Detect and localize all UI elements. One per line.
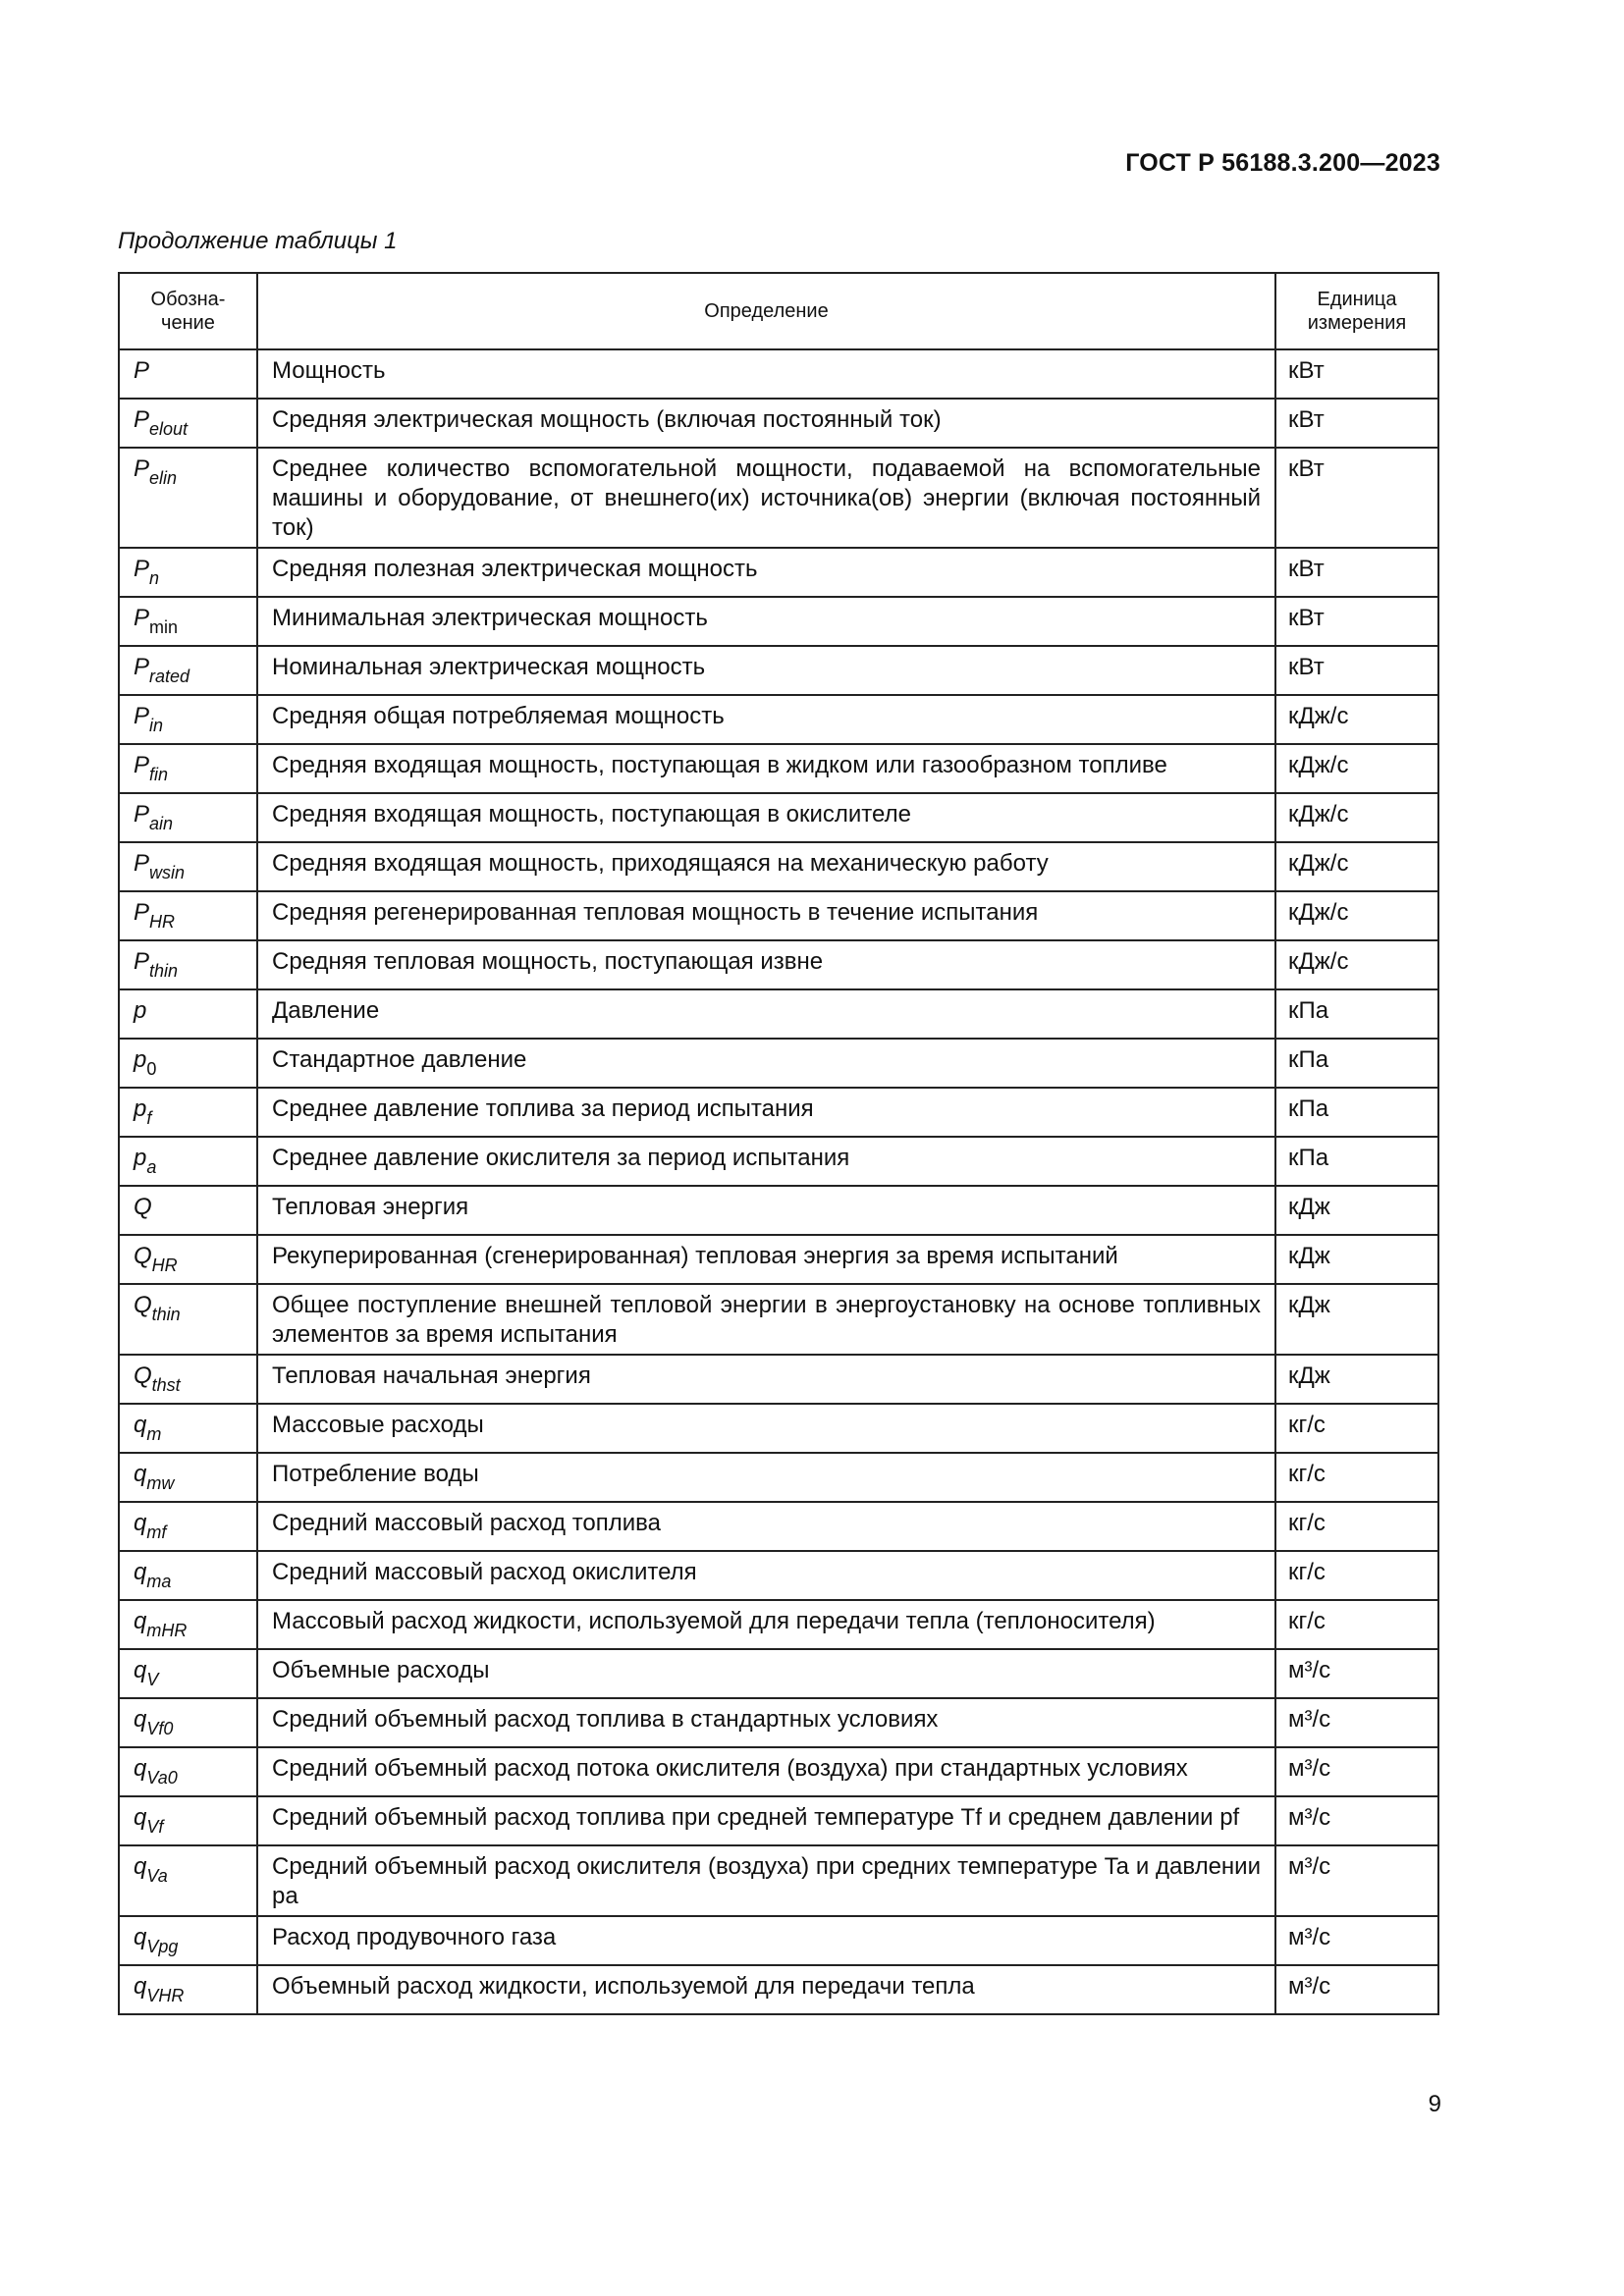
symbol-cell — [119, 891, 257, 940]
symbol-subscript: thin — [149, 961, 179, 981]
symbol-base: Q — [134, 1194, 152, 1220]
unit-cell: м³/с — [1275, 1965, 1438, 2014]
symbol-subscript: thin — [151, 1305, 181, 1324]
symbol-cell — [119, 1845, 257, 1916]
symbol-base: P — [134, 948, 150, 975]
symbol-cell — [119, 399, 257, 448]
definition-cell: Средний массовый расход окислителя — [257, 1551, 1275, 1600]
symbol-cell — [119, 1137, 257, 1186]
definition-cell: Средняя входящая мощность, приходящаяся на механическую работу — [257, 842, 1275, 891]
unit-cell: кДж/с — [1275, 793, 1438, 842]
table-row — [119, 1088, 1438, 1137]
symbol-subscript: Vf — [146, 1817, 164, 1837]
table-row — [119, 989, 1438, 1039]
symbol-base: p — [134, 1145, 147, 1171]
unit-cell: кДж — [1275, 1235, 1438, 1284]
symbol-base: Q — [134, 1292, 152, 1318]
table-row — [119, 1796, 1438, 1845]
definition-cell: Средняя входящая мощность, поступающая в жидком или газообразном топливе — [257, 744, 1275, 793]
symbol-subscript: Va — [146, 1866, 168, 1886]
definition-cell: Тепловая начальная энергия — [257, 1355, 1275, 1404]
symbol-cell — [119, 1453, 257, 1502]
unit-cell: кВт — [1275, 597, 1438, 646]
symbol-base: P — [134, 703, 150, 729]
unit-cell: кВт — [1275, 646, 1438, 695]
definition-cell: Средний массовый расход топлива — [257, 1502, 1275, 1551]
table-row — [119, 448, 1438, 548]
unit-cell: кДж — [1275, 1355, 1438, 1404]
table-row — [119, 349, 1438, 399]
column-header-unit: Единица измерения — [1275, 273, 1438, 349]
symbol-base: P — [134, 850, 150, 877]
table-row — [119, 1747, 1438, 1796]
table-row — [119, 1600, 1438, 1649]
symbol-cell — [119, 793, 257, 842]
definition-cell: Средний объемный расход потока окислителя (воздуха) при стандартных условиях — [257, 1747, 1275, 1796]
symbol-subscript: 0 — [146, 1059, 157, 1079]
unit-cell: кПа — [1275, 989, 1438, 1039]
table-row — [119, 1355, 1438, 1404]
symbol-subscript: in — [149, 716, 164, 735]
unit-cell: кДж — [1275, 1284, 1438, 1355]
symbol-cell — [119, 1502, 257, 1551]
unit-cell: кПа — [1275, 1137, 1438, 1186]
symbols-table — [118, 272, 1439, 2015]
symbol-base: Q — [134, 1243, 152, 1269]
symbol-subscript: Vpg — [146, 1937, 179, 1956]
symbol-cell — [119, 1404, 257, 1453]
table-row — [119, 1284, 1438, 1355]
symbol-cell — [119, 646, 257, 695]
definition-cell: Среднее давление окислителя за период испытания — [257, 1137, 1275, 1186]
symbol-cell — [119, 744, 257, 793]
symbol-base: q — [134, 1559, 147, 1585]
table-row — [119, 399, 1438, 448]
unit-cell: кг/с — [1275, 1551, 1438, 1600]
table-row — [119, 597, 1438, 646]
definition-cell: Массовые расходы — [257, 1404, 1275, 1453]
symbol-base: P — [134, 899, 150, 926]
definition-cell: Объемные расходы — [257, 1649, 1275, 1698]
table-row — [119, 1453, 1438, 1502]
symbol-cell — [119, 989, 257, 1039]
symbol-subscript: ma — [146, 1572, 172, 1591]
unit-cell: кДж — [1275, 1186, 1438, 1235]
symbol-cell — [119, 1355, 257, 1404]
symbol-base: P — [134, 605, 150, 631]
table-row — [119, 1502, 1438, 1551]
symbol-base: q — [134, 1706, 147, 1733]
symbol-cell — [119, 448, 257, 548]
symbol-base: P — [134, 654, 150, 680]
table-row — [119, 1137, 1438, 1186]
table-row — [119, 548, 1438, 597]
symbol-cell — [119, 548, 257, 597]
table-row — [119, 1845, 1438, 1916]
symbol-cell — [119, 1235, 257, 1284]
definition-cell: Массовый расход жидкости, используемой для передачи тепла (теплоносителя) — [257, 1600, 1275, 1649]
symbol-cell — [119, 842, 257, 891]
unit-cell: м³/с — [1275, 1796, 1438, 1845]
symbol-subscript: thst — [151, 1375, 181, 1395]
symbol-cell — [119, 349, 257, 399]
definition-cell: Стандартное давление — [257, 1039, 1275, 1088]
symbol-base: q — [134, 1657, 147, 1683]
symbol-cell — [119, 597, 257, 646]
unit-cell: кДж/с — [1275, 940, 1438, 989]
definition-cell: Расход продувочного газа — [257, 1916, 1275, 1965]
table-row — [119, 1235, 1438, 1284]
unit-cell: кДж/с — [1275, 842, 1438, 891]
column-header-symbol: Обозна- чение — [119, 273, 257, 349]
symbol-cell — [119, 1088, 257, 1137]
symbol-base: q — [134, 1461, 147, 1487]
definition-cell: Мощность — [257, 349, 1275, 399]
symbol-cell — [119, 695, 257, 744]
symbol-base: P — [134, 406, 150, 433]
table-row — [119, 891, 1438, 940]
definition-cell: Объемный расход жидкости, используемой для передачи тепла — [257, 1965, 1275, 2014]
symbol-subscript: HR — [151, 1255, 178, 1275]
unit-cell: м³/с — [1275, 1845, 1438, 1916]
unit-cell: кг/с — [1275, 1502, 1438, 1551]
symbol-base: q — [134, 1804, 147, 1831]
unit-cell: кПа — [1275, 1039, 1438, 1088]
unit-cell: кг/с — [1275, 1600, 1438, 1649]
symbol-subscript: m — [146, 1424, 162, 1444]
definition-cell: Общее поступление внешней тепловой энергии в энергоустановку на основе топливных элементов за время испытания — [257, 1284, 1275, 1355]
symbol-subscript: n — [149, 568, 160, 588]
symbol-subscript: min — [149, 617, 179, 637]
symbol-subscript: fin — [149, 765, 169, 784]
symbol-cell — [119, 1551, 257, 1600]
definition-cell: Тепловая энергия — [257, 1186, 1275, 1235]
definition-cell: Средний объемный расход топлива в стандартных условиях — [257, 1698, 1275, 1747]
table-caption: Продолжение таблицы 1 — [118, 228, 398, 254]
definition-cell: Средняя входящая мощность, поступающая в окислителе — [257, 793, 1275, 842]
symbol-base: p — [134, 1046, 147, 1073]
definition-cell: Средняя тепловая мощность, поступающая извне — [257, 940, 1275, 989]
symbol-subscript: mw — [146, 1473, 175, 1493]
table-row — [119, 1186, 1438, 1235]
definition-cell: Потребление воды — [257, 1453, 1275, 1502]
symbol-subscript: rated — [149, 667, 190, 686]
table-row — [119, 842, 1438, 891]
symbol-base: q — [134, 1755, 147, 1782]
table-row — [119, 793, 1438, 842]
definition-cell: Средняя регенерированная тепловая мощность в течение испытания — [257, 891, 1275, 940]
symbol-base: q — [134, 1608, 147, 1634]
table-row — [119, 744, 1438, 793]
table-row — [119, 1551, 1438, 1600]
symbol-base: p — [134, 997, 147, 1024]
definition-cell: Средний объемный расход топлива при средней температуре Tf и среднем давлении pf — [257, 1796, 1275, 1845]
symbol-subscript: wsin — [149, 863, 186, 882]
definition-cell: Давление — [257, 989, 1275, 1039]
symbol-cell — [119, 1284, 257, 1355]
unit-cell: кДж/с — [1275, 695, 1438, 744]
symbol-cell — [119, 1649, 257, 1698]
symbol-cell — [119, 1916, 257, 1965]
unit-cell: кПа — [1275, 1088, 1438, 1137]
table-row — [119, 1698, 1438, 1747]
symbol-base: q — [134, 1924, 147, 1950]
symbol-subscript: mHR — [146, 1621, 188, 1640]
definition-cell: Минимальная электрическая мощность — [257, 597, 1275, 646]
definition-cell: Средняя электрическая мощность (включая постоянный ток) — [257, 399, 1275, 448]
definition-cell: Средняя полезная электрическая мощность — [257, 548, 1275, 597]
symbol-base: P — [134, 752, 150, 778]
symbol-subscript: ain — [149, 814, 174, 833]
table-row — [119, 1404, 1438, 1453]
page-number: 9 — [1428, 2091, 1441, 2117]
definition-cell: Средний объемный расход окислителя (воздуха) при средних температуре Ta и давлении pa — [257, 1845, 1275, 1916]
symbol-cell — [119, 1747, 257, 1796]
symbol-subscript: HR — [149, 912, 176, 932]
symbol-subscript: a — [146, 1157, 157, 1177]
symbol-cell — [119, 1039, 257, 1088]
symbol-cell — [119, 1796, 257, 1845]
unit-cell: кВт — [1275, 349, 1438, 399]
symbol-base: P — [134, 357, 150, 384]
symbol-base: Q — [134, 1362, 152, 1389]
symbol-base: P — [134, 556, 150, 582]
unit-cell: кДж/с — [1275, 744, 1438, 793]
table-row — [119, 646, 1438, 695]
symbol-subscript: V — [146, 1670, 159, 1689]
symbol-cell — [119, 940, 257, 989]
symbol-base: q — [134, 1510, 147, 1536]
symbol-subscript: VHR — [146, 1986, 185, 2005]
symbol-base: P — [134, 455, 150, 482]
symbol-cell — [119, 1600, 257, 1649]
symbol-base: q — [134, 1853, 147, 1880]
unit-cell: м³/с — [1275, 1747, 1438, 1796]
table-row — [119, 1916, 1438, 1965]
column-header-definition: Определение — [257, 273, 1275, 349]
symbol-base: q — [134, 1412, 147, 1438]
table-header-row — [119, 273, 1438, 349]
symbol-cell — [119, 1698, 257, 1747]
unit-cell: кВт — [1275, 448, 1438, 548]
symbol-subscript: elin — [149, 468, 178, 488]
table-body — [119, 349, 1438, 2014]
document-standard-code: ГОСТ Р 56188.3.200—2023 — [1125, 149, 1440, 177]
unit-cell: кДж/с — [1275, 891, 1438, 940]
symbol-base: p — [134, 1095, 147, 1122]
symbol-subscript: Va0 — [146, 1768, 178, 1788]
unit-cell: кг/с — [1275, 1404, 1438, 1453]
symbol-cell — [119, 1965, 257, 2014]
table-row — [119, 1039, 1438, 1088]
definition-cell: Рекуперированная (сгенерированная) тепловая энергия за время испытаний — [257, 1235, 1275, 1284]
symbol-subscript: mf — [146, 1522, 167, 1542]
definition-cell: Среднее давление топлива за период испытания — [257, 1088, 1275, 1137]
unit-cell: кВт — [1275, 399, 1438, 448]
table-row — [119, 1965, 1438, 2014]
symbol-subscript: f — [146, 1108, 152, 1128]
definition-cell: Номинальная электрическая мощность — [257, 646, 1275, 695]
symbol-base: q — [134, 1973, 147, 2000]
symbol-subscript: Vf0 — [146, 1719, 174, 1738]
unit-cell: м³/с — [1275, 1649, 1438, 1698]
definition-cell: Средняя общая потребляемая мощность — [257, 695, 1275, 744]
unit-cell: м³/с — [1275, 1698, 1438, 1747]
symbol-cell — [119, 1186, 257, 1235]
unit-cell: м³/с — [1275, 1916, 1438, 1965]
table-row — [119, 1649, 1438, 1698]
unit-cell: кВт — [1275, 548, 1438, 597]
definition-cell: Среднее количество вспомогательной мощности, подаваемой на вспомогательные машины и оборудование, от внешнего(их) источника(ов) энергии (включая постоянный ток) — [257, 448, 1275, 548]
symbol-base: P — [134, 801, 150, 828]
symbol-subscript: elout — [149, 419, 189, 439]
unit-cell: кг/с — [1275, 1453, 1438, 1502]
table-row — [119, 940, 1438, 989]
table-row — [119, 695, 1438, 744]
